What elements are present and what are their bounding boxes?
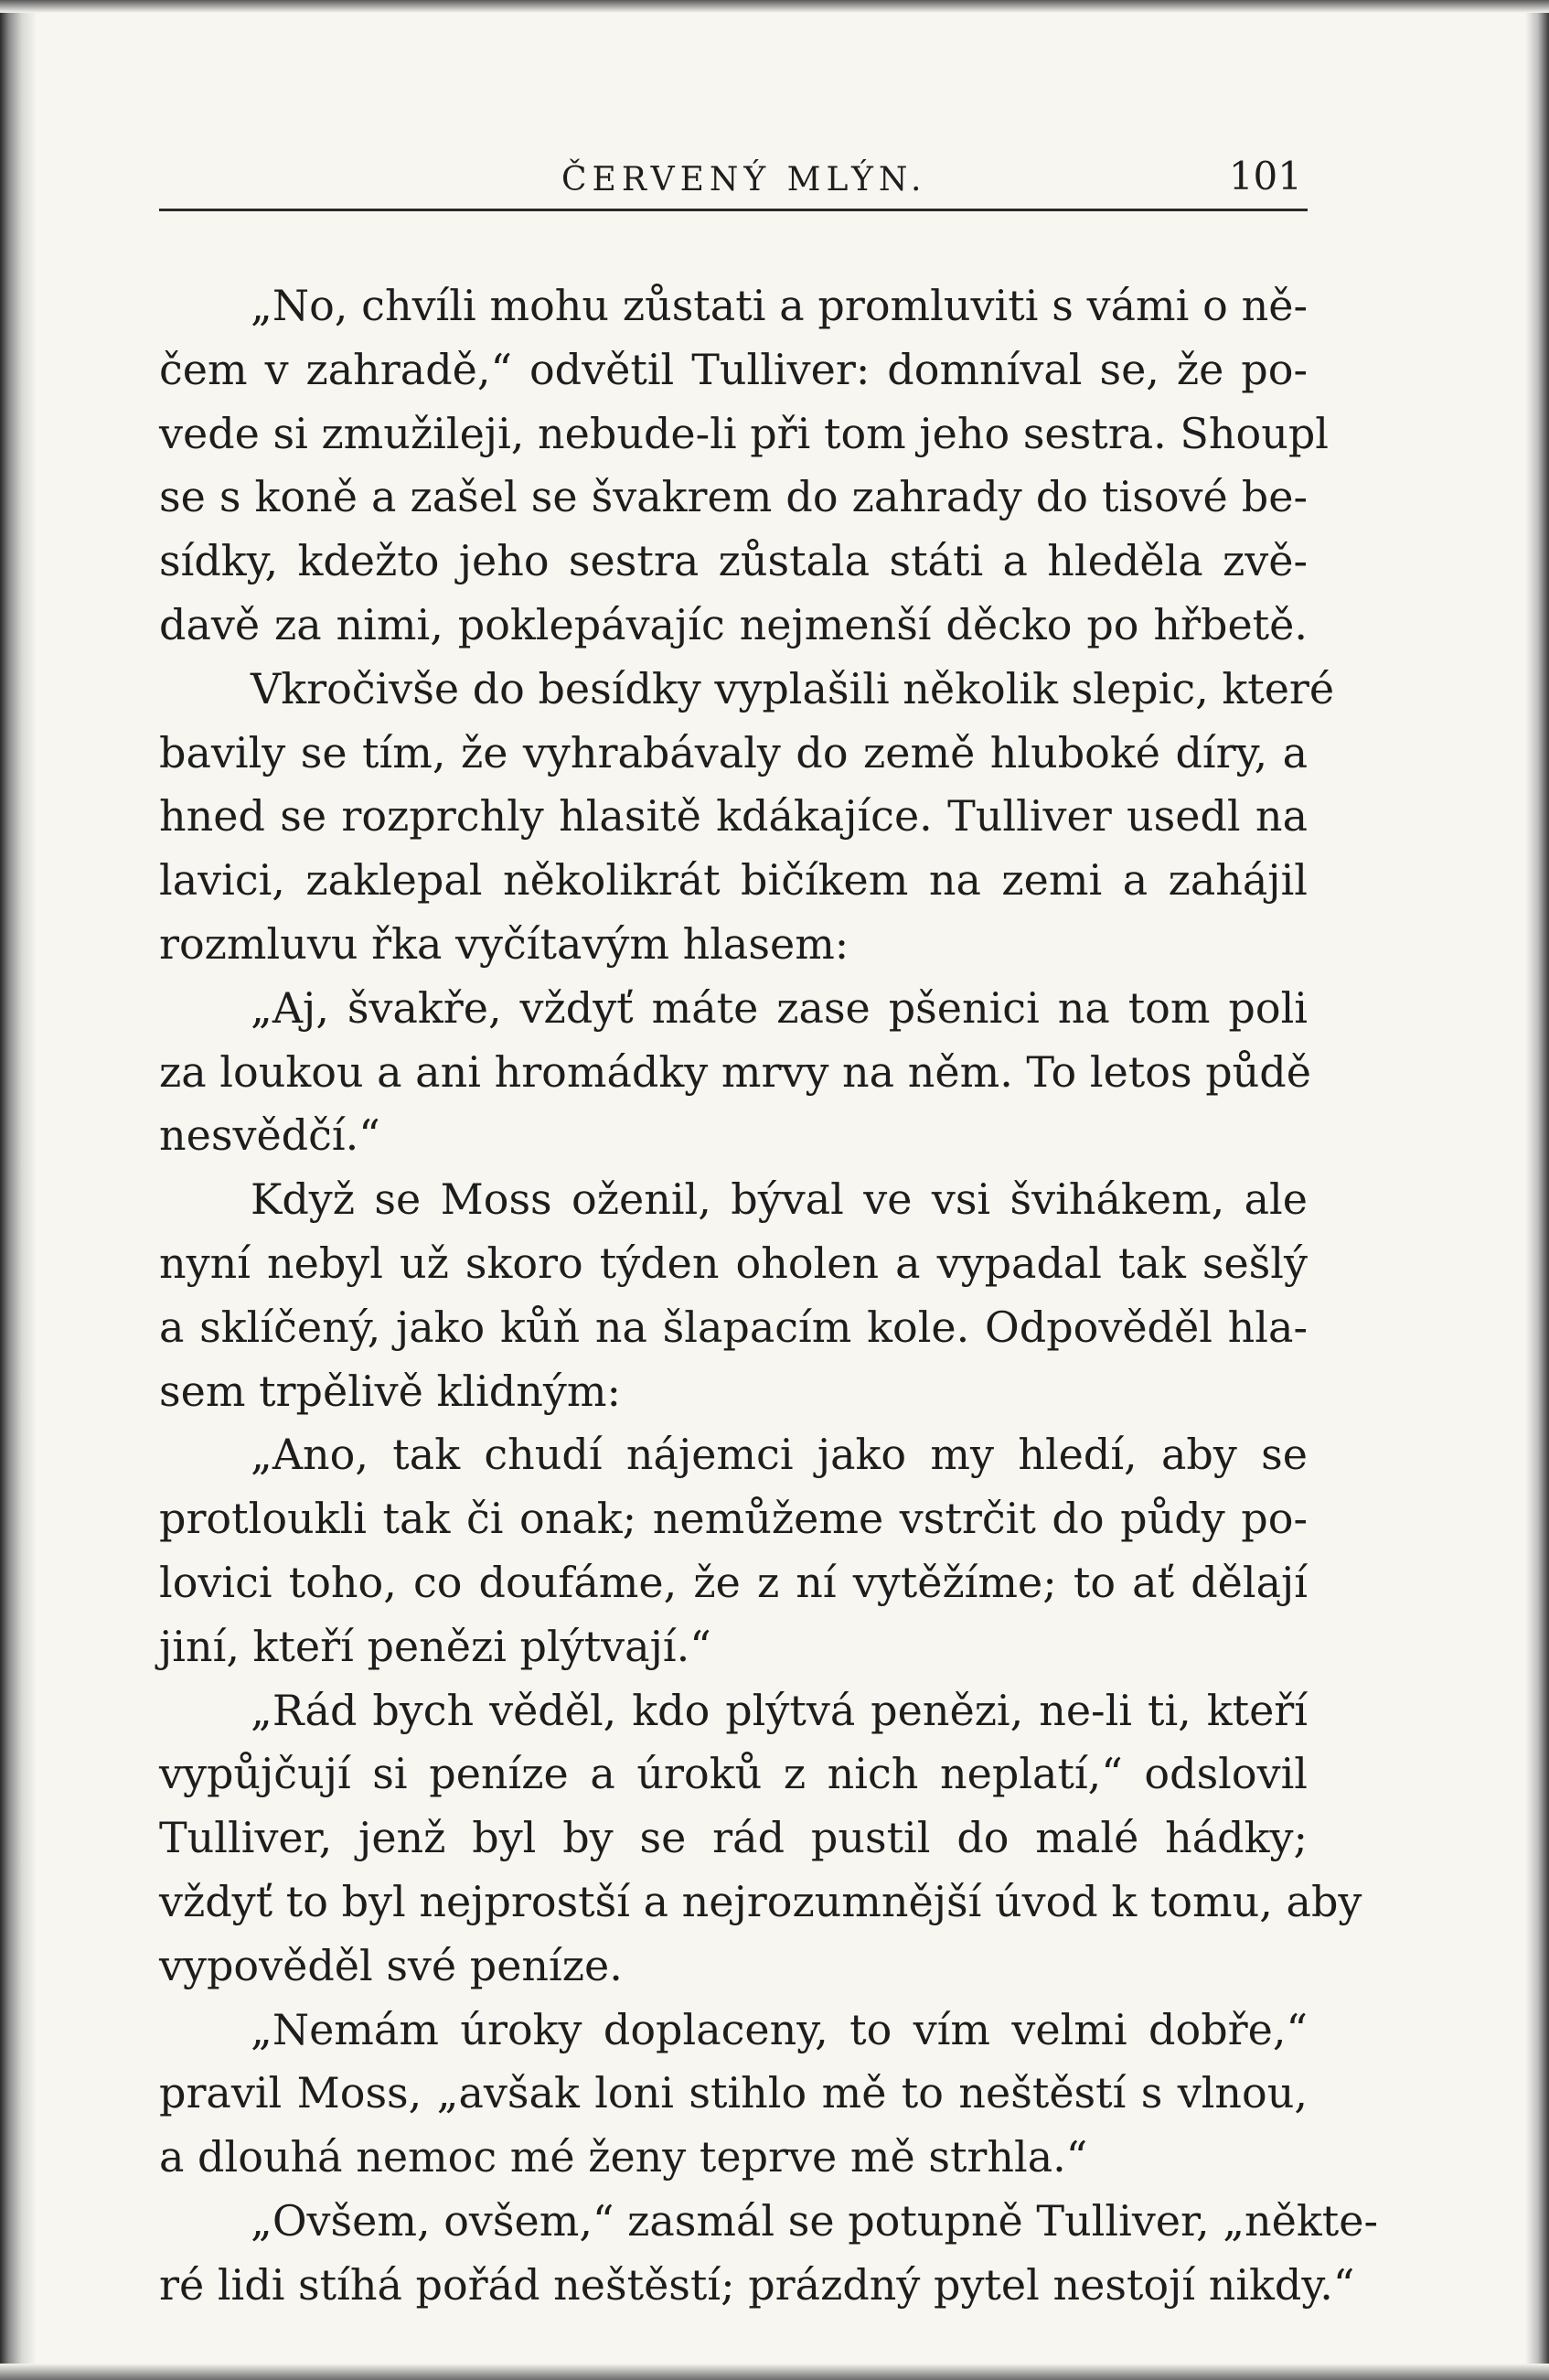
text-line: bavily se tím, že vyhrabávaly do země hluboké díry, a — [159, 727, 1308, 777]
text-line: nesvědčí.“ — [159, 1110, 380, 1161]
text-line: „Rád bych věděl, kdo plýtvá penězi, ne-li ti, kteří — [251, 1685, 1308, 1735]
text-line: hned se rozprchly hlasitě kdákajíce. Tulliver usedl na — [159, 791, 1308, 842]
text-line: čem v zahradě,“ odvětil Tulliver: domníval se, že po- — [159, 344, 1308, 394]
text-line: „Aj, švakře, vždyť máte zase pšenici na tom poli — [251, 982, 1308, 1033]
text-line: Vkročivše do besídky vyplašili několik slepic, které — [251, 663, 1335, 713]
text-line: „Ano, tak chudí nájemci jako my hledí, aby se — [251, 1430, 1308, 1480]
page-edge-top — [0, 0, 1549, 13]
text-line: rozmluvu řka vyčítavým hlasem: — [159, 918, 849, 969]
text-line: vypověděl své peníze. — [159, 1940, 623, 1990]
text-line: za loukou a ani hromádky mrvy na něm. To letos půdě — [159, 1046, 1311, 1097]
text-line: lavici, zaklepal několikrát bičíkem na zemi a zahájil — [159, 855, 1308, 906]
text-line: ré lidi stíhá pořád neštěstí; prázdný pytel nestojí nikdy.“ — [159, 2259, 1355, 2310]
text-line: Tulliver, jenž byl by se rád pustil do malé hádky; — [159, 1813, 1308, 1863]
text-line: sem trpělivě klidným: — [159, 1366, 621, 1416]
text-line: „Nemám úroky doplaceny, to vím velmi dobře,“ — [251, 2004, 1308, 2054]
text-line: a sklíčený, jako kůň na šlapacím kole. Odpověděl hla- — [159, 1302, 1308, 1352]
page-number: 101 — [1228, 154, 1302, 198]
text-line: vždyť to byl nejprostší a nejrozumnější úvod k tomu, aby — [159, 1876, 1362, 1926]
page-edge-left — [0, 0, 37, 2380]
text-line: lovici toho, co doufáme, že z ní vytěžíme; to ať dělají — [159, 1557, 1308, 1607]
text-line: „Ovšem, ovšem,“ zasmál se potupně Tulliver, „někte- — [251, 2195, 1379, 2246]
text-line: nyní nebyl už skoro týden oholen a vypadal tak sešlý — [159, 1238, 1308, 1288]
page-header — [159, 145, 1308, 211]
text-line: vypůjčují si peníze a úroků z nich neplatí,“ odslovil — [159, 1749, 1308, 1799]
text-line: „No, chvíli mohu zůstati a promluviti s vámi o ně- — [251, 281, 1308, 330]
body-text — [159, 274, 1379, 2318]
text-line: sídky, kdežto jeho sestra zůstala státi a hleděla zvě- — [159, 536, 1308, 586]
page-edge-bottom — [0, 2364, 1549, 2380]
page-edge-right — [1525, 0, 1549, 2380]
text-line: davě za nimi, poklepávajíc nejmenší děcko po hřbetě. — [159, 599, 1308, 649]
text-line: vede si zmužileji, nebude-li při tom jeho sestra. Shoupl — [159, 408, 1330, 458]
text-line: jiní, kteří penězi plýtvají.“ — [159, 1621, 711, 1671]
text-line: protloukli tak či onak; nemůžeme vstrčit do půdy po- — [159, 1494, 1308, 1544]
running-title: ČERVENÝ MLÝN. — [561, 161, 927, 198]
text-line: a dlouhá nemoc mé ženy teprve mě strhla.“ — [159, 2132, 1088, 2182]
text-line: Když se Moss oženil, býval ve vsi švihákem, ale — [251, 1174, 1308, 1225]
text-line: se s koně a zašel se švakrem do zahrady do tisové be- — [159, 472, 1308, 522]
text-line: pravil Moss, „avšak loni stihlo mě to neštěstí s vlnou, — [159, 2068, 1308, 2118]
